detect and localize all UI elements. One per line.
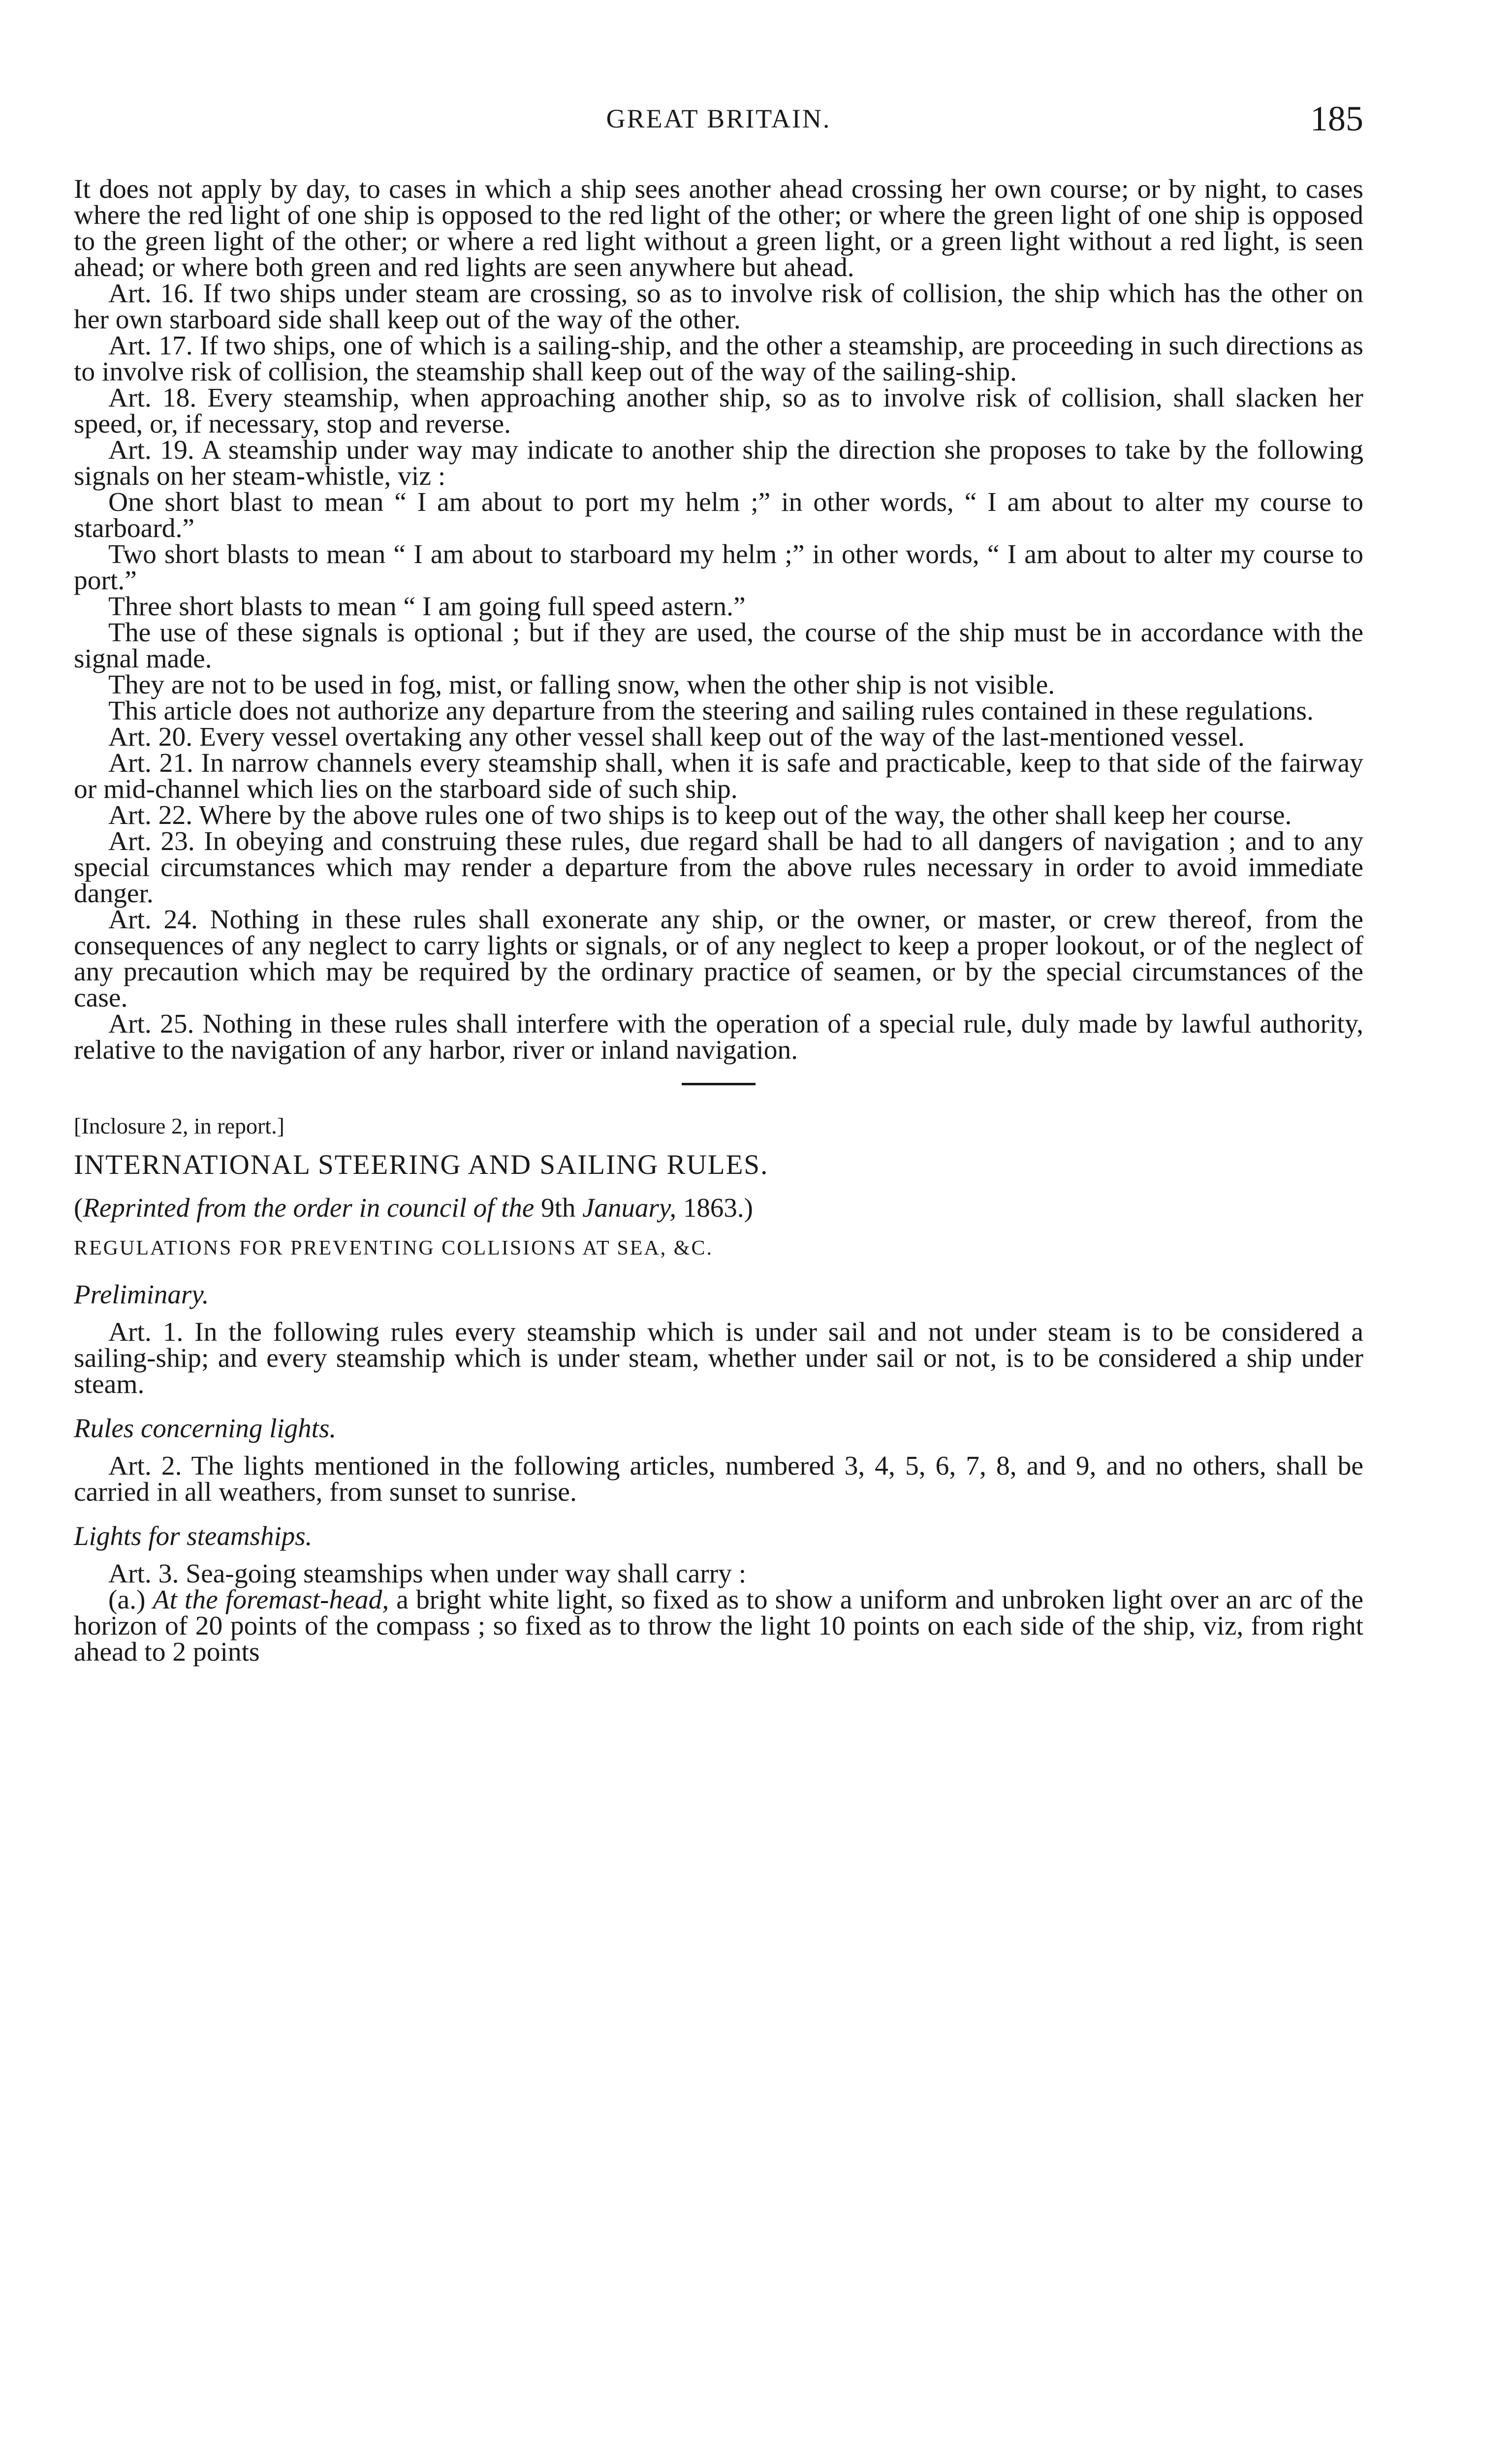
paragraph: One short blast to mean “ I am about to port my helm ;” in other words, “ I am about to alter my course to starboard.”: [74, 487, 1363, 543]
running-title: GREAT BRITAIN.: [606, 104, 831, 133]
paragraph: Three short blasts to mean “ I am going full speed astern.”: [108, 592, 746, 622]
article-3: Art. 3. Sea-going steamships when under way shall carry :: [108, 1559, 747, 1589]
paragraph: Art. 17. If two ships, one of which is a sailing-ship, and the other a steamship, are proceeding in such directions as to involve risk of collision, the steamship shall keep out of the way of the sailing-ship.: [74, 331, 1363, 387]
subtitle-month: January,: [582, 1193, 677, 1223]
subtitle-italic: Reprinted from the order in council of the: [83, 1193, 535, 1223]
subtitle-open: (: [74, 1193, 83, 1223]
paragraph: Art. 19. A steamship under way may indicate to another ship the direction she proposes to take by the following signals on her steam-whistle, viz :: [74, 435, 1363, 491]
paragraph: Art. 25. Nothing in these rules shall interfere with the operation of a special rule, duly made by lawful authority, relative to the navigation of any harbor, river or inland navigation.: [74, 1009, 1363, 1065]
paragraph: The use of these signals is optional ; but if they are used, the course of the ship must be in accordance with the signal made.: [74, 618, 1363, 674]
paragraph: Art. 20. Every vessel overtaking any other vessel shall keep out of the way of the last-mentioned vessel.: [108, 722, 1245, 752]
article-2: Art. 2. The lights mentioned in the following articles, numbered 3, 4, 5, 6, 7, 8, and 9, and no others, shall be carried in all weathers, from sunset to sunrise.: [74, 1451, 1363, 1507]
paragraph: They are not to be used in fog, mist, or falling snow, when the other ship is not visible.: [108, 670, 1055, 700]
article-3-item-a: [74, 1587, 1363, 1665]
paragraph: Two short blasts to mean “ I am about to starboard my helm ;” in other words, “ I am about to alter my course to port.”: [74, 539, 1363, 596]
steamship-lights-heading: Lights for steamships.: [74, 1521, 313, 1551]
paragraph: Art. 23. In obeying and construing these rules, due regard shall be had to all dangers of navigation ; and to any special circumstances which may render a departure from the above rules necessary in order to avoid immediate danger.: [74, 826, 1363, 909]
paragraph: Art. 24. Nothing in these rules shall exonerate any ship, or the owner, or master, or crew thereof, from the consequences of any neglect to carry lights or signals, or of any neglect to keep a proper lookout, or of the neglect of any precaution which may be required by the ordinary practice of seamen, or by the special circumstances of the case.: [74, 905, 1363, 1013]
page-number: 185: [1310, 99, 1363, 138]
regulations-heading: REGULATIONS FOR PREVENTING COLLISIONS AT SEA, &C.: [74, 1237, 713, 1260]
paragraph: Art. 21. In narrow channels every steamship shall, when it is safe and practicable, keep to that side of the fairway or mid-channel which lies on the starboard side of such ship.: [74, 748, 1363, 804]
preliminary-heading: Preliminary.: [74, 1279, 209, 1309]
item-a-text: a bright white light, so fixed as to show a uniform and unbroken light over an arc of the horizon of 20 points of the compass ; so fixed as to throw the light 10 points on each side of the ship, viz, from right ahead to 2 points: [74, 1585, 1364, 1667]
paragraph: Art. 22. Where by the above rules one of two ships is to keep out of the way, the other shall keep her course.: [108, 800, 1292, 830]
section-divider: [682, 1083, 756, 1085]
paragraph: This article does not authorize any departure from the steering and sailing rules contained in these regulations.: [108, 696, 1314, 726]
article-1: Art. 1. In the following rules every steamship which is under sail and not under steam is to be considered a sailing-ship; and every steamship which is under steam, whether under sail or not, is to be considered a ship under steam.: [74, 1317, 1363, 1399]
item-a-italic: At the foremast-head,: [153, 1585, 389, 1615]
lights-rules-heading: Rules concerning lights.: [74, 1413, 337, 1443]
body-text: [74, 176, 1363, 1665]
paragraph: Art. 16. If two ships under steam are crossing, so as to involve risk of collision, the ship which has the other on her own starboard side shall keep out of the way of the other.: [74, 279, 1363, 335]
subtitle: [74, 1195, 1363, 1221]
running-header: [74, 98, 1363, 143]
item-a-label: (a.): [108, 1585, 146, 1615]
paragraph: Art. 18. Every steamship, when approaching another ship, so as to involve risk of collision, shall slacken her speed, or, if necessary, stop and reverse.: [74, 383, 1363, 439]
paragraph: It does not apply by day, to cases in which a ship sees another ahead crossing her own course; or by night, to cases where the red light of one ship is opposed to the red light of the other; or where the green light of one ship is opposed to the green light of the other; or where a red light without a green light, or a green light without a red light, is seen ahead; or where both green and red lights are seen anywhere but ahead.: [74, 174, 1363, 283]
main-title: INTERNATIONAL STEERING AND SAILING RULES.: [74, 1149, 769, 1180]
subtitle-day: 9th: [534, 1193, 583, 1223]
subtitle-year: 1863.): [676, 1193, 753, 1223]
inclosure-note: [Inclosure 2, in report.]: [74, 1113, 284, 1138]
